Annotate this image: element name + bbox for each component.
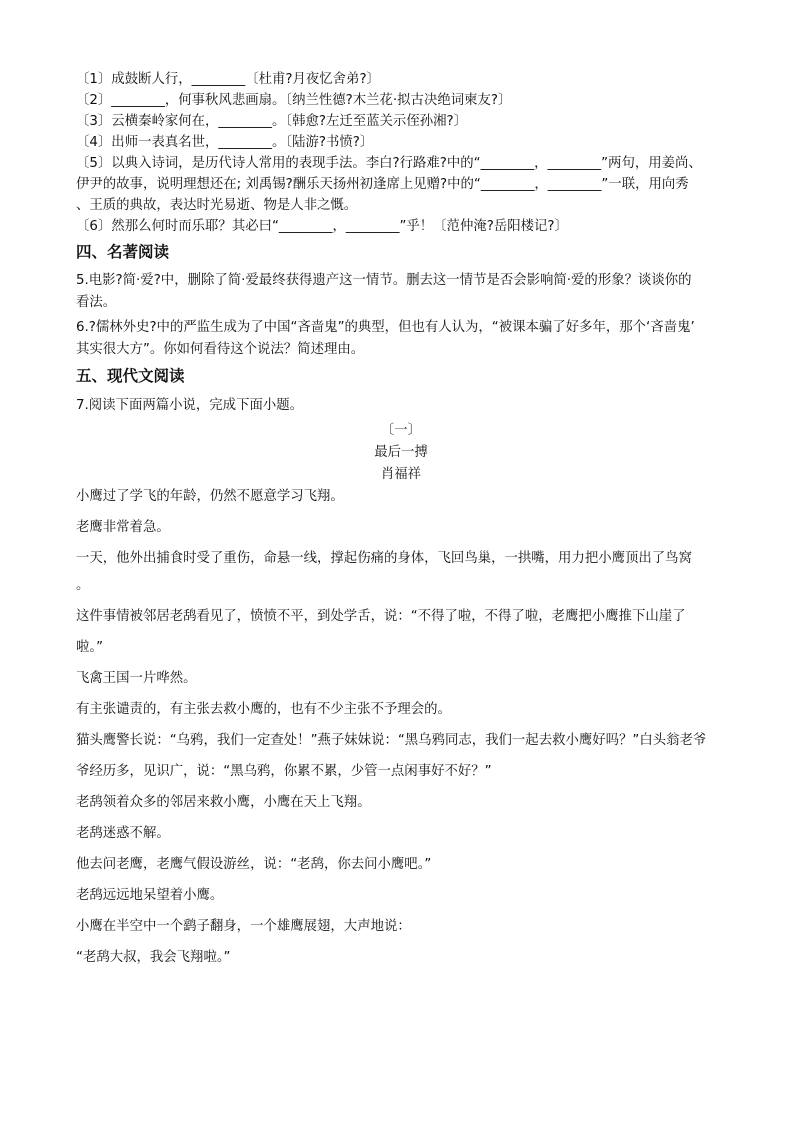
story-paragraph: 飞禽王国一片哗然。: [76, 671, 197, 686]
story-paragraph: 老鹰非常着急。: [76, 520, 170, 535]
story-paragraph-continuation: 啦。”: [76, 640, 104, 655]
passage-title: 最后一搏: [374, 445, 428, 460]
section-heading-modern-reading: 五、现代文阅读: [76, 367, 185, 385]
story-paragraph: 猫头鹰警长说：“乌鸦，我们一定查处！”燕子妹妹说：“黑乌鸦同志，我们一起去救小鹰好吗？”白头翁老爷: [76, 733, 707, 748]
question-5-line-1: 5.电影?简·爱?中，删除了简·爱最终获得遗产这一情节。删去这一情节是否会影响简·爱的形象？谈谈你的: [76, 273, 692, 288]
story-paragraph: 老鸹迷惑不解。: [76, 826, 170, 841]
question-5-line-2: 看法。: [76, 295, 117, 310]
story-paragraph: 小鹰过了学飞的年龄，仍然不愿意学习飞翔。: [76, 489, 344, 504]
story-paragraph: 小鹰在半空中一个鹞子翻身，一个雄鹰展翅，大声地说：: [76, 919, 411, 934]
fill-in-questions: [76, 70, 726, 236]
story-paragraph-continuation: 。: [76, 578, 90, 593]
fill-in-item-1: 〔1〕成鼓断人行，________〔杜甫?月夜忆舍弟?〕: [76, 72, 380, 87]
story-paragraph: 老鸹领着众多的邻居来救小鹰，小鹰在天上飞翔。: [76, 795, 371, 810]
story-paragraph: 这件事情被邻居老鸹看见了，愤愤不平，到处学舌，说：“不得了啦，不得了啦，老鹰把小鹰推下山崖了: [76, 609, 686, 624]
story-paragraph: 老鸹远远地呆望着小鹰。: [76, 888, 224, 903]
fill-in-item-4: 〔4〕出师一表真名世，________。〔陆游?书愤?〕: [76, 135, 374, 150]
question-7-prompt: 7.阅读下面两篇小说，完成下面小题。: [76, 398, 304, 413]
story-paragraph: 一天，他外出捕食时受了重伤，命悬一线，撑起伤痛的身体，飞回鸟巢，一拱嘴，用力把小鹰顶出了鸟窝: [76, 551, 692, 566]
story-body: [76, 486, 726, 969]
passage-part-label: 〔一〕: [380, 423, 422, 438]
passage-author: 肖福祥: [380, 467, 422, 482]
fill-in-item-5-line-3: 、王质的典故，表达时光易逝、物是人非之慨。: [76, 198, 358, 213]
fill-in-item-5-line-1: 〔5〕以典入诗词，是历代诗人常用的表现手法。李白?行路难?中的“________，________”两句，用姜尚、: [76, 156, 702, 171]
story-paragraph-continuation: 爷经历多，见识广，说：“黑乌鸦，你累不累，少管一点闲事好不好？”: [76, 764, 492, 779]
question-6-line-1: 6.?儒林外史?中的严监生成为了中国“吝啬鬼”的典型，但也有人认为，“被课本骗了好多年，那个‘吝啬鬼’: [76, 320, 695, 335]
exam-page: [76, 70, 726, 969]
section-heading-classics: 四、名著阅读: [76, 243, 170, 261]
fill-in-item-5-line-2: 伊尹的故事，说明理想还在; 刘禹锡?酬乐天扬州初逢席上见赠?中的“________，________”一联，用向秀: [76, 177, 689, 192]
fill-in-item-3: 〔3〕云横秦岭家何在，________。〔韩愈?左迁至蓝关示侄孙湘?〕: [76, 114, 467, 129]
story-paragraph: “老鸹大叔，我会飞翔啦。”: [76, 950, 231, 965]
question-6-line-2: 其实很大方”。你如何看待这个说法？简述理由。: [76, 342, 365, 357]
fill-in-item-2: 〔2〕________，何事秋风悲画扇。〔纳兰性德?木兰花·拟古决绝词柬友?〕: [76, 93, 512, 108]
story-paragraph: 他去问老鹰，老鹰气假设游丝，说：“老鸹，你去问小鹰吧。”: [76, 857, 432, 872]
fill-in-item-6: 〔6〕然那么何时而乐耶？其必曰“________，________”乎！〔范仲淹?岳阳楼记?〕: [76, 219, 568, 234]
story-paragraph: 有主张谴责的，有主张去救小鹰的，也有不少主张不予理会的。: [76, 702, 451, 717]
